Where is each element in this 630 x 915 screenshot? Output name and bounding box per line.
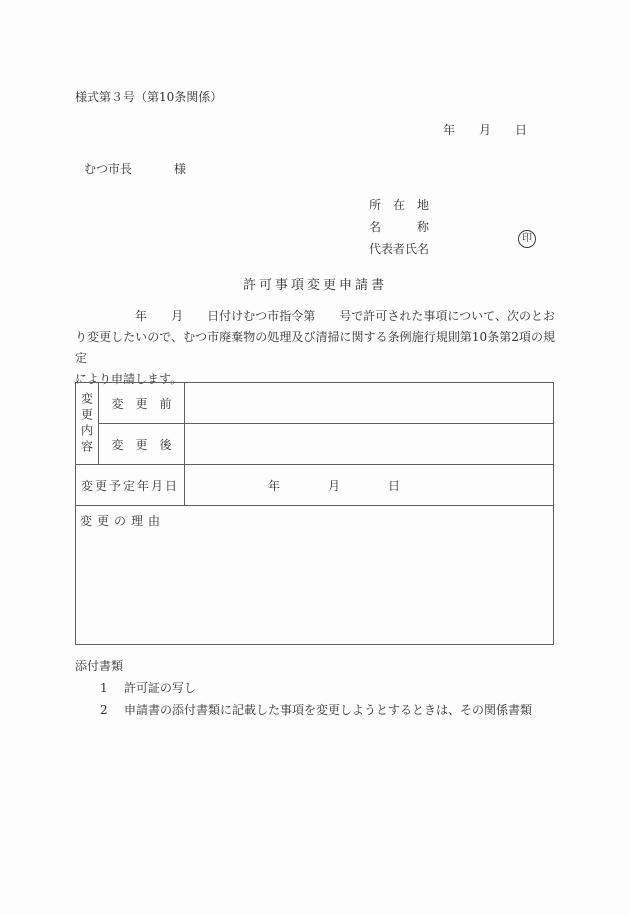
change-contents-group-cell xyxy=(76,383,99,465)
attachments-section xyxy=(75,655,532,721)
location-label: 所 在 地 xyxy=(369,198,430,212)
scheduled-date-placeholder: 年 月 日 xyxy=(268,478,401,493)
applicant-block xyxy=(369,194,429,260)
change-contents-vertical-label: 変更内容 xyxy=(79,391,94,456)
body-line: り変更したいので、むつ市廃棄物の処理及び清掃に関する条例施行規則第10条第2項の規定 xyxy=(75,330,555,365)
attachment-item xyxy=(100,699,532,721)
body-line: により申請します。 xyxy=(75,372,183,386)
page-title: 許可事項変更申請書 xyxy=(242,278,387,293)
attachment-item xyxy=(100,677,532,699)
body-line: 年 月 日付けむつ市指令第 号で許可された事項について、次のとお xyxy=(75,309,555,323)
attachment-item-number: 2 xyxy=(100,703,108,717)
attachment-item-text: 許可証の写し xyxy=(124,681,197,695)
attachments-heading: 添付書類 xyxy=(75,659,124,673)
attachment-item-text: 申請書の添付書類に記載した事項を変更しようとするときは、その関係書類 xyxy=(124,703,533,717)
seal-character: 印 xyxy=(522,233,532,244)
representative-label: 代表者氏名 xyxy=(369,242,430,256)
scheduled-date-field xyxy=(185,465,553,506)
before-change-label: 変 更 前 xyxy=(99,383,185,424)
honorific-label: 様 xyxy=(174,162,187,176)
scheduled-date-label: 変更予定年月日 xyxy=(76,465,185,506)
attachment-item-number: 1 xyxy=(100,681,108,695)
form-number-label: 様式第３号（第10条関係） xyxy=(75,90,223,104)
before-change-field xyxy=(185,383,553,424)
after-change-label: 変 更 後 xyxy=(99,424,185,465)
reason-cell xyxy=(76,506,553,644)
addressee-line xyxy=(84,160,186,177)
name-label: 名 称 xyxy=(369,220,430,234)
change-details-table xyxy=(75,382,554,645)
after-change-field xyxy=(185,424,553,465)
body-paragraph xyxy=(75,306,555,390)
header-date-line: 年 月 日 xyxy=(443,123,528,137)
seal-mark-icon xyxy=(518,230,536,248)
reason-label: 変更の理由 xyxy=(80,514,166,528)
addressee-label: むつ市長 xyxy=(84,162,133,176)
